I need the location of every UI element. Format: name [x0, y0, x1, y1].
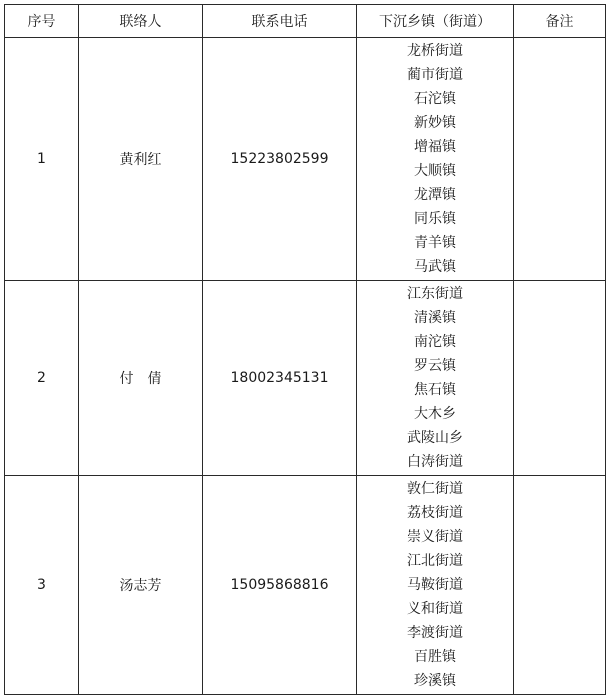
town-item: 增福镇 — [414, 139, 456, 155]
cell-contact: 黄利红 — [79, 38, 203, 281]
table-body — [5, 38, 606, 695]
town-item: 百胜镇 — [414, 649, 456, 665]
header-towns: 下沉乡镇（街道） — [357, 5, 514, 38]
town-item: 同乐镇 — [414, 211, 456, 227]
town-item: 荔枝街道 — [407, 505, 463, 521]
cell-towns — [357, 38, 514, 281]
town-item: 大木乡 — [414, 406, 456, 422]
town-item: 武陵山乡 — [407, 430, 463, 446]
table-row — [5, 38, 606, 281]
town-item: 龙桥街道 — [407, 43, 463, 59]
cell-phone: 15095868816 — [203, 476, 357, 695]
town-item: 大顺镇 — [414, 163, 456, 179]
header-seq: 序号 — [5, 5, 79, 38]
cell-towns — [357, 281, 514, 476]
town-item: 义和街道 — [407, 601, 463, 617]
town-item: 崇义街道 — [407, 529, 463, 545]
town-item: 龙潭镇 — [414, 187, 456, 203]
cell-note — [514, 476, 606, 695]
town-item: 江东街道 — [407, 286, 463, 302]
contact-table — [4, 4, 606, 695]
town-item: 敦仁街道 — [407, 481, 463, 497]
cell-contact: 付 倩 — [79, 281, 203, 476]
table-header — [5, 5, 606, 38]
header-note: 备注 — [514, 5, 606, 38]
town-item: 石沱镇 — [414, 91, 456, 107]
cell-note — [514, 281, 606, 476]
town-item: 蔺市街道 — [407, 67, 463, 83]
town-item: 江北街道 — [407, 553, 463, 569]
town-item: 李渡街道 — [407, 625, 463, 641]
town-item: 焦石镇 — [414, 382, 456, 398]
cell-phone: 15223802599 — [203, 38, 357, 281]
table-row — [5, 281, 606, 476]
town-item: 白涛街道 — [407, 454, 463, 470]
town-item: 南沱镇 — [414, 334, 456, 350]
table-row — [5, 476, 606, 695]
cell-note — [514, 38, 606, 281]
town-item: 马武镇 — [414, 259, 456, 275]
header-row — [5, 5, 606, 38]
cell-towns — [357, 476, 514, 695]
cell-phone: 18002345131 — [203, 281, 357, 476]
town-item: 马鞍街道 — [407, 577, 463, 593]
cell-contact: 汤志芳 — [79, 476, 203, 695]
cell-seq: 1 — [5, 38, 79, 281]
header-phone: 联系电话 — [203, 5, 357, 38]
town-item: 清溪镇 — [414, 310, 456, 326]
town-item: 青羊镇 — [414, 235, 456, 251]
town-item: 新妙镇 — [414, 115, 456, 131]
cell-seq: 3 — [5, 476, 79, 695]
town-item: 珍溪镇 — [414, 673, 456, 689]
town-item: 罗云镇 — [414, 358, 456, 374]
header-contact: 联络人 — [79, 5, 203, 38]
cell-seq: 2 — [5, 281, 79, 476]
